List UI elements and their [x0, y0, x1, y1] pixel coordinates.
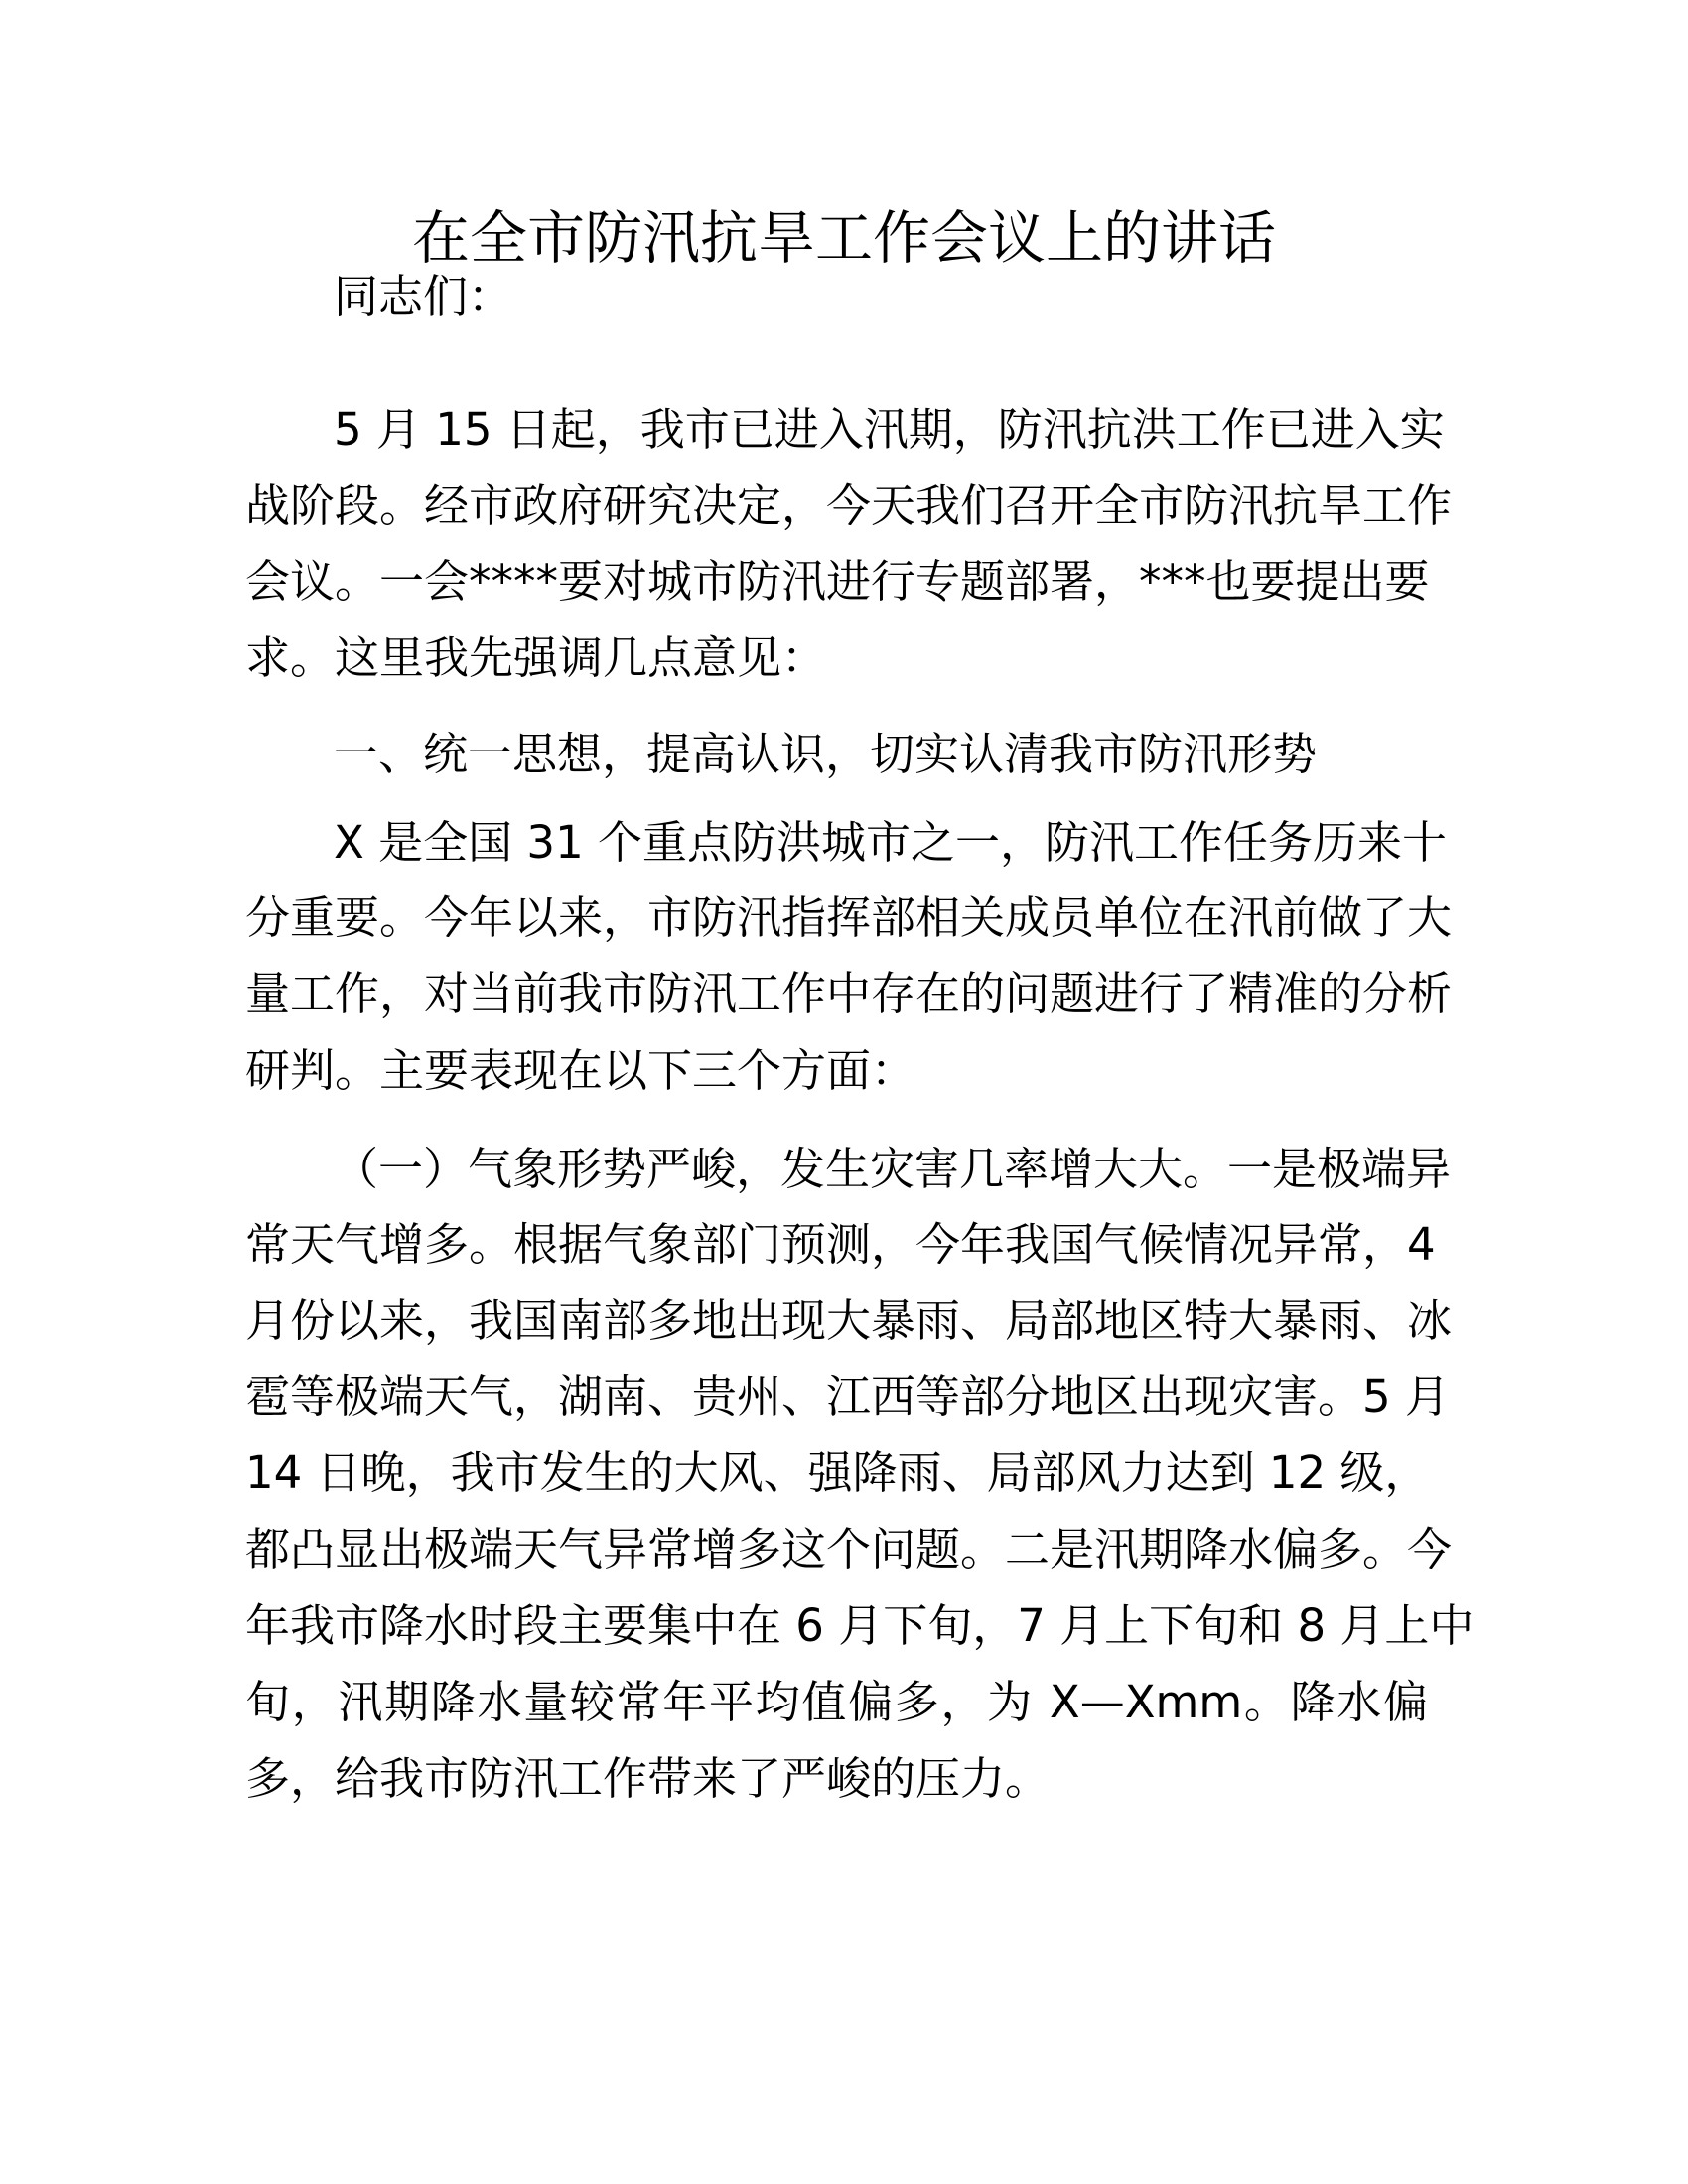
text-line: （一）气象形势严峻，发生灾害几率增大大。一是极端异 [334, 1143, 1452, 1195]
text-line: 研判。主要表现在以下三个方面： [245, 1044, 916, 1097]
text-line: 多，给我市防汛工作带来了严峻的压力。 [245, 1752, 1051, 1805]
text-line: 求。这里我先强调几点意见： [245, 631, 827, 684]
text-line: X 是全国 31 个重点防洪城市之一，防汛工作任务历来十 [334, 816, 1448, 869]
text-line: 5 月 15 日起，我市已进入汛期，防汛抗洪工作已进入实 [334, 403, 1445, 456]
text-line: 分重要。今年以来，市防汛指挥部相关成员单位在汛前做了大 [245, 891, 1453, 944]
text-line: 年我市降水时段主要集中在 6 月下旬，7 月上下旬和 8 月上中 [245, 1599, 1475, 1652]
salutation: 同志们： [334, 270, 513, 323]
text-line: 雹等极端天气，湖南、贵州、江西等部分地区出现灾害。5 月 [245, 1370, 1450, 1423]
text-line: 旬，汛期降水量较常年平均值偏多，为 X—Xmm。降水偏 [245, 1676, 1428, 1728]
text-line: 量工作，对当前我市防汛工作中存在的问题进行了精准的分析 [245, 967, 1453, 1020]
text-line: 常天气增多。根据气象部门预测，今年我国气候情况异常，4 [245, 1218, 1436, 1271]
text-line: 月份以来，我国南部多地出现大暴雨、局部地区特大暴雨、冰 [245, 1295, 1453, 1347]
document-title: 在全市防汛抗旱工作会议上的讲话 [411, 205, 1276, 272]
section-heading: 一、统一思想，提高认识，切实认清我市防汛形势 [334, 728, 1318, 780]
text-line: 都凸显出极端天气异常增多这个问题。二是汛期降水偏多。今 [245, 1523, 1453, 1575]
text-line: 会议。一会****要对城市防汛进行专题部署，***也要提出要 [245, 555, 1430, 608]
text-line: 14 日晚，我市发生的大风、强降雨、局部风力达到 12 级， [245, 1446, 1430, 1499]
text-line: 战阶段。经市政府研究决定，今天我们召开全市防汛抗旱工作 [245, 479, 1453, 532]
